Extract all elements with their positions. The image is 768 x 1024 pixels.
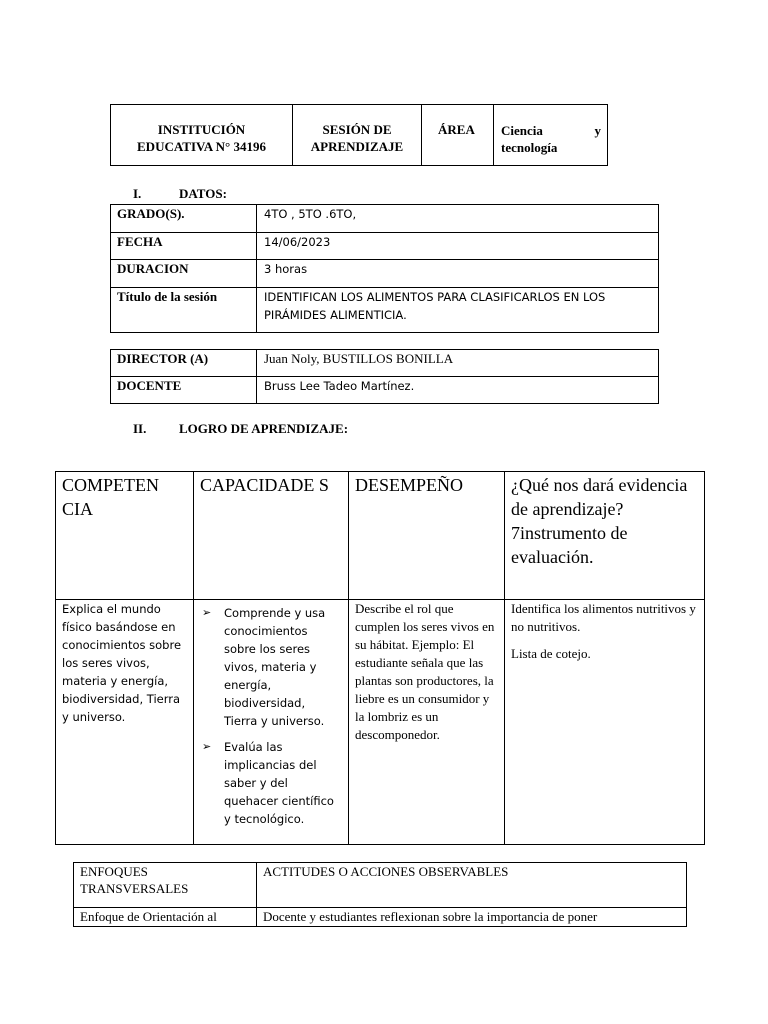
instrumento-text: Lista de cotejo. <box>511 646 591 661</box>
datos-value: 4TO , 5TO .6TO, <box>257 205 659 233</box>
section-datos-number: I. <box>133 186 142 201</box>
sesion-line2: APRENDIZAJE <box>310 139 404 154</box>
capacidades-cell <box>194 600 349 845</box>
evidencia-header: ¿Qué nos dará evidencia de aprendizaje? 7instrumento de evaluación. <box>505 472 705 600</box>
personal-label: DIRECTOR (A) <box>111 350 257 377</box>
datos-label: DURACION <box>111 260 257 288</box>
capacidad-item <box>202 738 342 828</box>
institucion-cell <box>111 105 293 166</box>
competencia-text: Explica el mundo físico basándose en conocimientos sobre los seres vivos, materia y energía, biodiversidad, Tierra y universo. <box>56 600 194 845</box>
datos-row <box>111 205 659 233</box>
arrow-bullet-icon: ➢ <box>202 606 212 619</box>
enfoques-row <box>74 908 687 927</box>
personal-table <box>110 349 659 404</box>
institucion-line2: EDUCATIVA N° 34196 <box>137 139 266 154</box>
capacidades-list <box>200 604 342 828</box>
competencia-header: COMPETEN CIA <box>56 472 194 600</box>
personal-row <box>111 350 659 377</box>
capacidad-text: Comprende y usa conocimientos sobre los seres vivos, materia y energía, biodiversidad, Tierra y universo. <box>224 606 326 728</box>
evidencia-text: Identifica los alimentos nutritivos y no nutritivos. <box>511 601 696 634</box>
section-logro-title: LOGRO DE APRENDIZAJE: <box>179 421 349 436</box>
section-logro-number: II. <box>133 421 147 436</box>
capacidad-item <box>202 604 342 730</box>
personal-label: DOCENTE <box>111 377 257 404</box>
capacidades-header: CAPACIDADE S <box>194 472 349 600</box>
datos-value: 3 horas <box>257 260 659 288</box>
evidencia-cell <box>505 600 705 845</box>
sesion-line1: SESIÓN DE <box>322 122 392 137</box>
datos-value: 14/06/2023 <box>257 233 659 260</box>
logro-content-row <box>56 600 705 845</box>
datos-row <box>111 233 659 260</box>
header-table <box>110 104 608 166</box>
enfoques-header-row <box>74 863 687 908</box>
personal-row <box>111 377 659 404</box>
datos-value: IDENTIFICAN LOS ALIMENTOS PARA CLASIFICARLOS EN LOS PIRÁMIDES ALIMENTICIA. <box>257 288 659 333</box>
personal-value: Juan Noly, BUSTILLOS BONILLA <box>257 350 659 377</box>
enfoques-header: ENFOQUES TRANSVERSALES <box>74 863 257 908</box>
capacidad-text: Evalúa las implicancias del saber y del quehacer científico y tecnológico. <box>224 740 334 826</box>
logro-table <box>55 471 705 845</box>
section-datos-heading <box>133 186 227 202</box>
datos-row <box>111 260 659 288</box>
enfoque-actitud: Docente y estudiantes reflexionan sobre la importancia de poner <box>257 908 687 927</box>
datos-label: GRADO(S). <box>111 205 257 233</box>
area-value <box>494 105 608 166</box>
actitudes-header: ACTITUDES O ACCIONES OBSERVABLES <box>257 863 687 908</box>
section-datos-title: DATOS: <box>179 186 227 201</box>
area-value-line1: Ciencia y <box>501 123 601 138</box>
enfoque-name: Enfoque de Orientación al <box>74 908 257 927</box>
section-logro-heading <box>133 421 348 437</box>
area-label: ÁREA <box>422 105 494 166</box>
datos-table <box>110 204 659 333</box>
sesion-cell <box>293 105 422 166</box>
desempeno-header: DESEMPEÑO <box>349 472 505 600</box>
datos-row <box>111 288 659 333</box>
personal-value: Bruss Lee Tadeo Martínez. <box>257 377 659 404</box>
desempeno-text: Describe el rol que cumplen los seres vivos en su hábitat. Ejemplo: El estudiante señala que las plantas son productores, la liebre es un consumidor y la lombriz es un descomponedor. <box>349 600 505 845</box>
logro-header-row <box>56 472 705 600</box>
institucion-line1: INSTITUCIÓN <box>157 122 246 137</box>
arrow-bullet-icon: ➢ <box>202 740 212 753</box>
enfoques-table <box>73 862 687 927</box>
datos-label: FECHA <box>111 233 257 260</box>
area-value-line2: tecnología <box>501 140 558 155</box>
datos-label: Título de la sesión <box>111 288 257 333</box>
